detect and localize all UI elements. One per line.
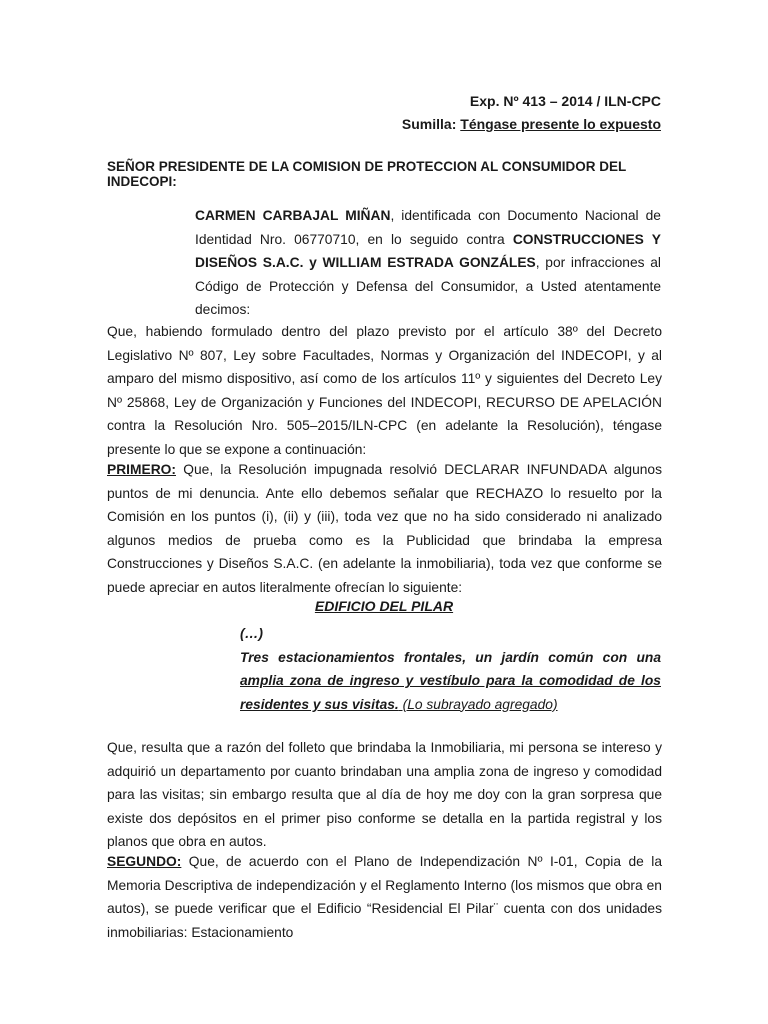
intro-text-2: , por infracciones al Código de Protección y Defensa del Consumidor, a Usted atentamente decimos: <box>195 255 661 318</box>
segundo-text: Que, de acuerdo con el Plano de Independización Nº I-01, Copia de la Memoria Descriptiva de independización y el Reglamento Interno (los mismos que obra en autos), se puede verificar que el Edificio “Residencial El Pilar¨ cuenta con dos unidades inmobiliarias: Estacionamiento <box>107 854 662 940</box>
paragraph-appeal: Que, habiendo formulado dentro del plazo previsto por el artículo 38º del Decreto Legislativo Nº 807, Ley sobre Facultades, Normas y Organización del INDECOPI, y al amparo del mismo dispositivo, así como de los artículos 11º y siguientes del Decreto Ley Nº 25868, Ley de Organización y Funciones del INDECOPI, RECURSO DE APELACIÓN contra la Resolución Nro. 505–2015/ILN-CPC (en adelante la Resolución), téngase presente lo que se expone a continuación: <box>107 324 662 457</box>
intro-paragraph <box>195 204 661 322</box>
expediente-number: Exp. Nº 413 – 2014 / ILN-CPC <box>469 93 661 109</box>
quote-block <box>240 622 661 716</box>
sumilla-label: Sumilla: <box>401 116 457 132</box>
paragraph-segundo <box>107 850 662 944</box>
intro-text-1: , identificada con Documento Nacional de Identidad Nro. 06770710, en lo seguido contra <box>195 208 661 247</box>
quote-note: (Lo subrayado agregado) <box>398 696 558 712</box>
quote-text-1: Tres estacionamientos frontales, un jardín común con una <box>240 649 661 665</box>
paragraph-folleto: Que, resulta que a razón del folleto que brindaba la Inmobiliaria, mi persona se intereso y adquirió un departamento por cuanto brindaban una amplia zona de ingreso y comodidad para las visitas; sin embargo resulta que al día de hoy me doy con la gran sorpresa que existe dos depósitos en el primer piso conforme se detalla en la partida registral y los planos que obra en autos. <box>107 740 662 850</box>
paragraph-primero <box>107 458 662 600</box>
quote-underlined: amplia zona de ingreso y vestíbulo para la comodidad de los residentes y sus visitas. <box>240 673 661 712</box>
primero-label: PRIMERO: <box>107 462 176 477</box>
quote-text <box>240 646 661 717</box>
addressee-heading: SEÑOR PRESIDENTE DE LA COMISION DE PROTECCION AL CONSUMIDOR DEL INDECOPI: <box>107 159 627 189</box>
document-header <box>402 90 661 136</box>
quote-title: EDIFICIO DEL PILAR <box>314 598 454 614</box>
respondent-names: CONSTRUCCIONES Y DISEÑOS S.A.C. y WILLIAM ESTRADA GONZÁLES <box>195 231 661 271</box>
sumilla-value: Téngase presente lo expuesto <box>460 116 661 132</box>
claimant-name: CARMEN CARBAJAL MIÑAN <box>195 208 391 223</box>
quote-ellipsis: (…) <box>240 626 263 641</box>
sumilla-line <box>402 113 661 136</box>
segundo-label: SEGUNDO: <box>107 854 182 869</box>
primero-text: Que, la Resolución impugnada resolvió DECLARAR INFUNDADA algunos puntos de mi denuncia. Ante ello debemos señalar que RECHAZO lo resuelto por la Comisión en los puntos (i), (ii) y (iii), toda vez que no ha sido considerado ni analizado algunos medios de prueba como es la Publicidad que brindaba la empresa Construcciones y Diseños S.A.C. (en adelante la inmobiliaria), toda vez que conforme se puede apreciar en autos literalmente ofrecían lo siguiente: <box>107 462 662 595</box>
